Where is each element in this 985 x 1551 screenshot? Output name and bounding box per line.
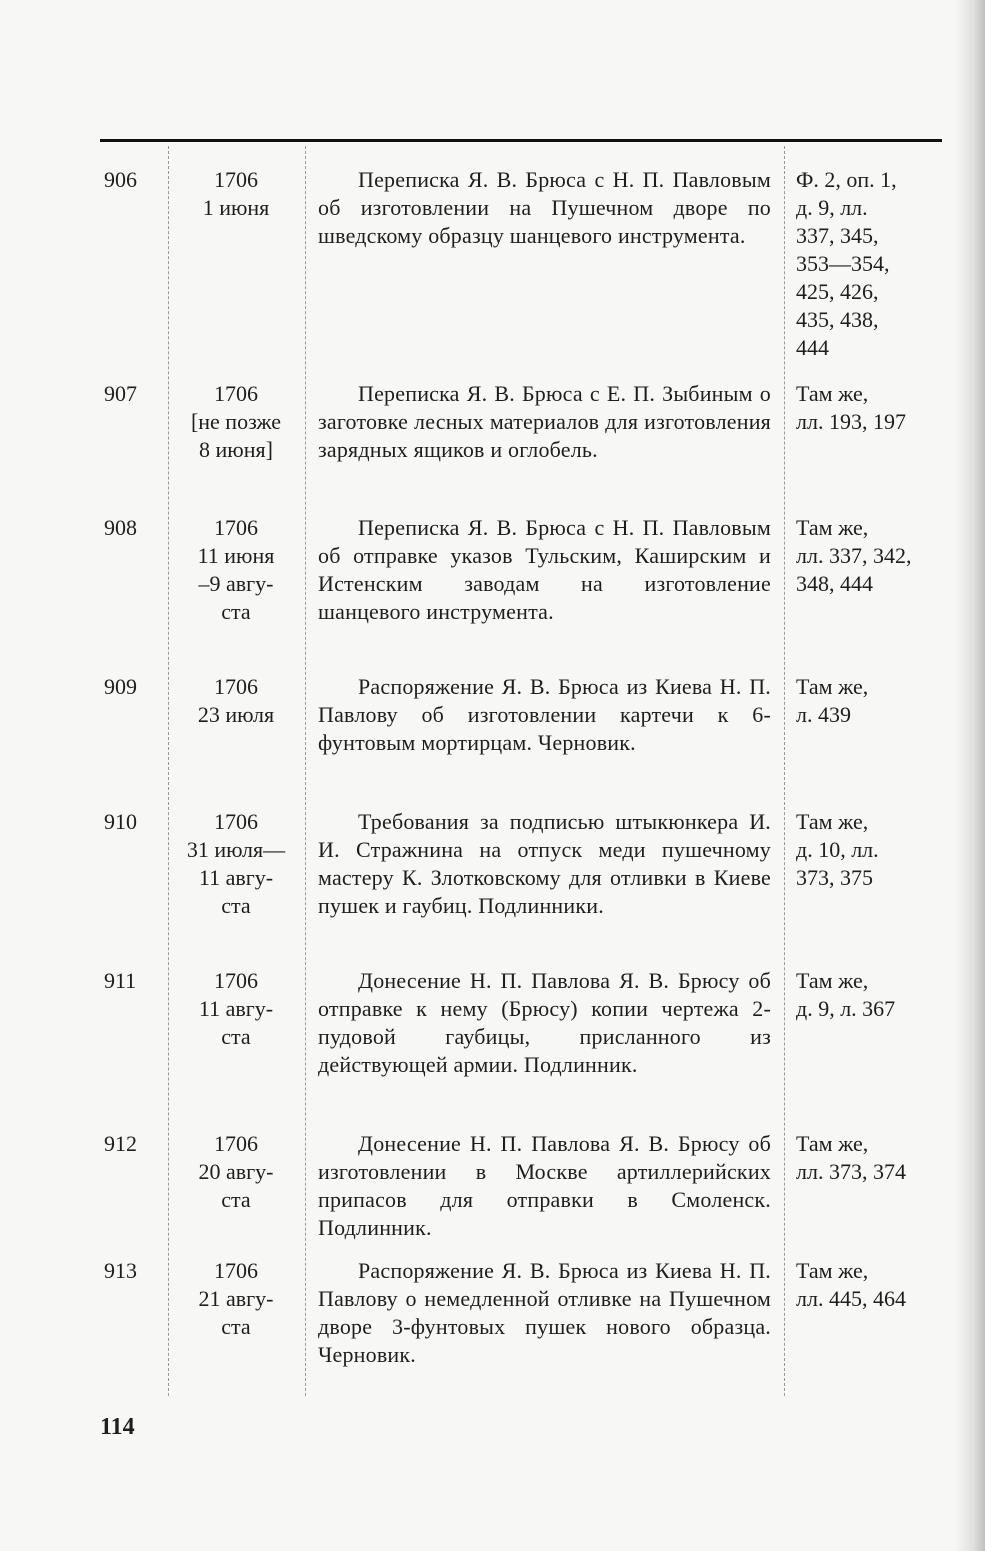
ref-line: 337, 345, xyxy=(796,223,879,248)
date-line: 1706 xyxy=(214,167,258,192)
date-line: 1706 xyxy=(214,968,258,993)
date-line: 1706 xyxy=(214,515,258,540)
date-line: [не позже xyxy=(190,409,282,434)
entry-archive-reference xyxy=(796,673,948,729)
ref-line: лл. 445, 464 xyxy=(796,1286,906,1311)
ref-line: Там же, xyxy=(796,968,869,993)
entry-description: Переписка Я. В. Брюса с Н. П. Павловым об изготовлении на Пушечном дворе по шведскому образцу шанцевого инструмента. xyxy=(318,167,771,248)
date-line: 11 июня xyxy=(197,543,275,568)
entry-description: Переписка Я. В. Брюса с Е. П. Зыбиным о заготовке лесных материалов для изготовления зарядных ящиков и оглобель. xyxy=(318,381,771,462)
date-line: ста xyxy=(221,599,251,624)
date-line: 1706 xyxy=(214,1131,258,1156)
ref-line: д. 9, лл. xyxy=(796,195,868,220)
entry-archive-reference xyxy=(796,1130,948,1186)
date-line: –9 авгу- xyxy=(198,571,274,596)
date-line: ста xyxy=(221,893,251,918)
date-line: 20 авгу- xyxy=(198,1159,274,1184)
ref-line: лл. 373, 374 xyxy=(796,1159,906,1184)
ref-line: Ф. 2, оп. 1, xyxy=(796,167,897,192)
column-divider-2 xyxy=(305,146,306,1396)
entry-date xyxy=(168,166,304,222)
ref-line: 373, 375 xyxy=(796,865,873,890)
date-line: ста xyxy=(221,1314,251,1339)
date-line: ста xyxy=(221,1187,251,1212)
entry-description: Донесение Н. П. Павлова Я. В. Брюсу об изготовлении в Москве артиллерийских припасов для отправки в Смоленск. Подлинник. xyxy=(318,1131,771,1240)
entry-archive-reference xyxy=(796,967,948,1023)
ref-line: 353—354, xyxy=(796,251,890,276)
ref-line: 425, 426, xyxy=(796,279,879,304)
entry-description: Переписка Я. В. Брюса с Н. П. Павловым об отправке указов Тульским, Каширским и Истенским заводам на изготовление шанцевого инструмента. xyxy=(318,515,771,624)
date-line: 11 авгу- xyxy=(198,996,274,1021)
ref-line: Там же, xyxy=(796,381,869,406)
date-line: 21 авгу- xyxy=(198,1286,274,1311)
date-line: ста xyxy=(221,1024,251,1049)
entry-archive-reference xyxy=(796,808,948,892)
top-rule xyxy=(100,139,942,142)
ref-line: 348, 444 xyxy=(796,571,873,596)
ref-line: Там же, xyxy=(796,515,869,540)
date-line: 23 июля xyxy=(197,702,275,727)
ref-line: д. 9, л. 367 xyxy=(796,996,896,1021)
ref-line: лл. 193, 197 xyxy=(796,409,906,434)
date-line: 1706 xyxy=(214,381,258,406)
date-line: 1706 xyxy=(214,674,258,699)
entry-description: Требования за подписью штыкюнкера И. И. Стражнина на отпуск меди пушечному мастеру К. Злотковскому для отливки в Киеве пушек и гаубиц. Подлинники. xyxy=(318,809,771,918)
entry-number: 907 xyxy=(104,381,137,406)
entry-archive-reference xyxy=(796,1257,948,1313)
ref-line: д. 10, лл. xyxy=(796,837,879,862)
date-line: 1706 xyxy=(214,1258,258,1283)
page-edge-shadow xyxy=(955,0,985,1551)
date-line: 1706 xyxy=(214,809,258,834)
entry-date xyxy=(168,380,304,464)
entry-date xyxy=(168,514,304,626)
entry-number: 913 xyxy=(104,1258,137,1283)
ref-line: Там же, xyxy=(796,1131,869,1156)
date-line: 11 авгу- xyxy=(198,865,274,890)
entry-archive-reference xyxy=(796,514,948,598)
entry-number: 912 xyxy=(104,1131,137,1156)
date-line: 8 июня] xyxy=(199,437,273,462)
ref-line: Там же, xyxy=(796,674,869,699)
ref-line: 444 xyxy=(796,335,829,360)
entry-date xyxy=(168,673,304,729)
ref-line: 435, 438, xyxy=(796,307,879,332)
entry-date xyxy=(168,1130,304,1214)
entry-date xyxy=(168,808,304,920)
ref-line: Там же, xyxy=(796,809,869,834)
entry-number: 908 xyxy=(104,515,137,540)
entry-number: 909 xyxy=(104,674,137,699)
entry-date xyxy=(168,1257,304,1341)
entry-number: 906 xyxy=(104,167,137,192)
column-divider-3 xyxy=(784,146,785,1396)
ref-line: л. 439 xyxy=(796,702,851,727)
entry-number: 911 xyxy=(104,968,137,993)
entry-archive-reference xyxy=(796,380,948,436)
date-line: 1 июня xyxy=(202,195,270,220)
date-line: 31 июля— xyxy=(186,837,286,862)
ref-line: лл. 337, 342, xyxy=(796,543,912,568)
ref-line: Там же, xyxy=(796,1258,869,1283)
page-number: 114 xyxy=(100,1414,135,1440)
entry-description: Распоряжение Я. В. Брюса из Киева Н. П. Павлову о немедленной отливке на Пушечном дворе 3-фунтовых пушек нового образца. Черновик. xyxy=(318,1258,771,1367)
entry-description: Распоряжение Я. В. Брюса из Киева Н. П. Павлову об изготовлении картечи к 6-фунтовым мортирцам. Черновик. xyxy=(318,674,771,755)
entry-description: Донесение Н. П. Павлова Я. В. Брюсу об отправке к нему (Брюсу) копии чертежа 2-пудовой гаубицы, присланного из действующей армии. Подлинник. xyxy=(318,968,771,1077)
entry-archive-reference xyxy=(796,166,948,362)
entry-date xyxy=(168,967,304,1051)
entry-number: 910 xyxy=(104,809,137,834)
